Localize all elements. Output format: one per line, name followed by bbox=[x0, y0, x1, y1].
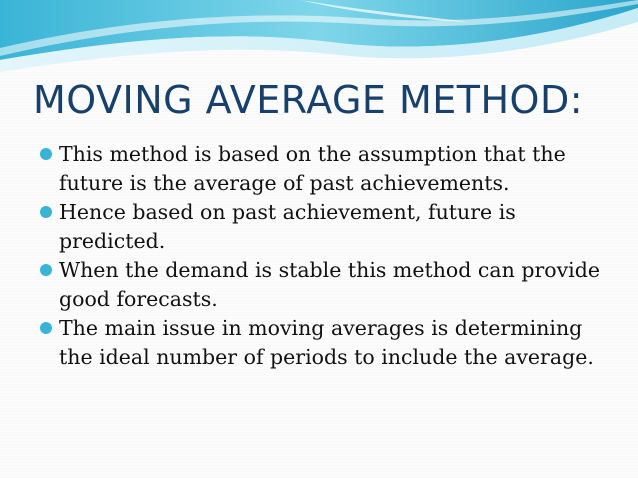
bullet-text: Hence based on past achievement, future is predicted. bbox=[59, 200, 516, 253]
bullet-item bbox=[40, 140, 610, 197]
bullet-text: When the demand is stable this method can provide good forecasts. bbox=[59, 258, 600, 311]
bullet-item bbox=[40, 256, 610, 313]
bullet-list bbox=[40, 140, 610, 372]
bullet-dot-icon bbox=[40, 148, 52, 160]
bullet-text: This method is based on the assumption that the future is the average of past achievements. bbox=[59, 142, 566, 195]
bullet-dot-icon bbox=[40, 322, 52, 334]
bullet-dot-icon bbox=[40, 206, 52, 218]
bullet-item bbox=[40, 198, 610, 255]
header-wave-decoration bbox=[0, 0, 638, 80]
bullet-dot-icon bbox=[40, 264, 52, 276]
bullet-item bbox=[40, 314, 610, 371]
bullet-text: The main issue in moving averages is determining the ideal number of periods to include the average. bbox=[59, 316, 594, 369]
slide-title: MOVING AVERAGE METHOD: bbox=[33, 78, 584, 122]
